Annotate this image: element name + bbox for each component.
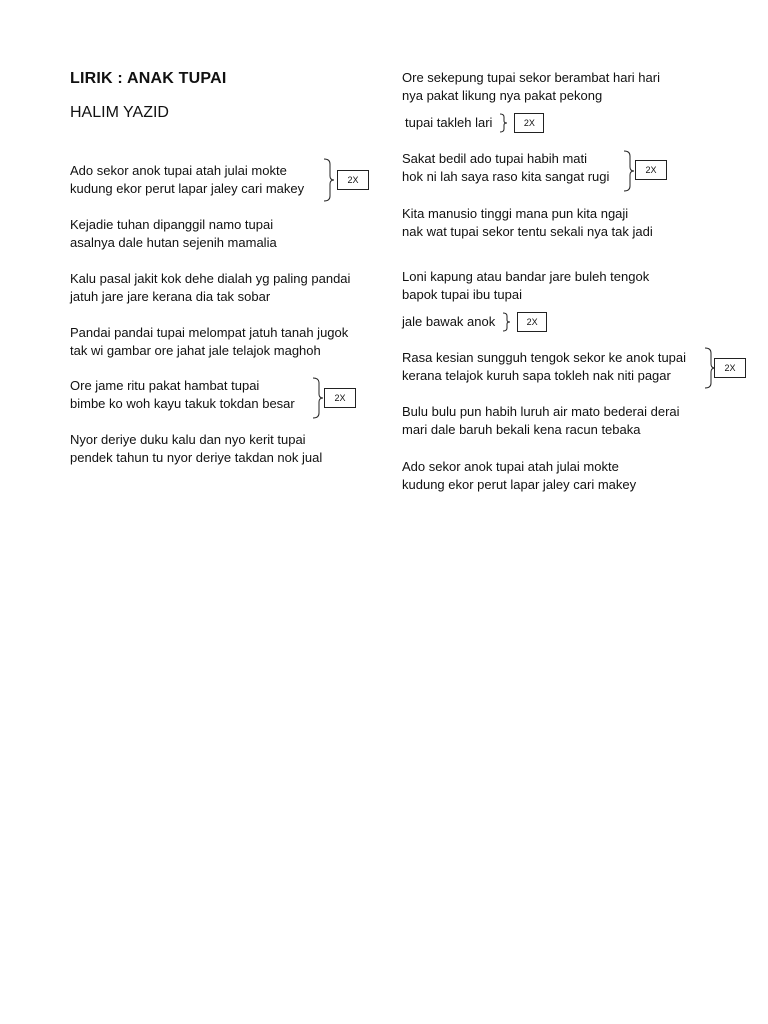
left-stanza-3 (70, 270, 350, 306)
lyric-line: Ado sekor anok tupai atah julai mokte (70, 163, 287, 178)
repeat-2x-badge: 2X (337, 170, 369, 190)
repeat-brace (322, 158, 334, 202)
right-stanza-1 (402, 69, 660, 105)
lyric-line: Loni kapung atau bandar jare buleh tengok (402, 269, 650, 284)
repeat-brace (622, 150, 634, 192)
artist-name: HALIM YAZID (70, 104, 169, 121)
right-stanza-4 (402, 268, 649, 304)
lyric-line: kerana telajok kuruh sapa tokleh nak niti pagar (402, 368, 671, 383)
lyric-line: kudung ekor perut lapar jaley cari makey (70, 181, 305, 196)
repeat-2x-badge: 2X (635, 160, 667, 180)
left-stanza-5 (70, 377, 295, 413)
right-stanza-6 (402, 403, 680, 439)
lyric-line: kudung ekor perut lapar jaley cari makey (402, 477, 637, 492)
lyric-line: bimbe ko woh kayu takuk tokdan besar (70, 396, 295, 411)
lyric-line: jatuh jare jare kerana dia tak sobar (70, 289, 271, 304)
lyric-line: mari dale baruh bekali kena racun tebaka (402, 422, 641, 437)
lyric-line: Ore sekepung tupai sekor berambat hari hari (402, 70, 660, 85)
lyric-line: Kejadie tuhan dipanggil namo tupai (70, 217, 274, 232)
left-stanza-4 (70, 324, 348, 360)
left-stanza-6 (70, 431, 322, 467)
lyric-line: Ado sekor anok tupai atah julai mokte (402, 459, 619, 474)
lyric-line: bapok tupai ibu tupai (402, 287, 522, 302)
lyric-line: tak wi gambar ore jahat jale telajok maghoh (70, 343, 321, 358)
lyric-line: tupai takleh lari (405, 115, 493, 130)
repeat-2x-badge: 2X (324, 388, 356, 408)
lyric-line: Ore jame ritu pakat hambat tupai (70, 378, 260, 393)
lyric-line: hok ni lah saya raso kita sangat rugi (402, 169, 610, 184)
repeat-brace (311, 377, 323, 419)
repeat-brace (502, 312, 512, 332)
lyric-line: Rasa kesian sungguh tengok sekor ke anok tupai (402, 350, 687, 365)
lyric-line: Pandai pandai tupai melompat jatuh tanah jugok (70, 325, 349, 340)
lyric-line: Kalu pasal jakit kok dehe dialah yg paling pandai (70, 271, 351, 286)
repeat-2x-badge: 2X (514, 113, 544, 133)
lyric-line: Kita manusio tinggi mana pun kita ngaji (402, 206, 629, 221)
lyric-line: jale bawak anok (402, 314, 496, 329)
lyric-line: pendek tahun tu nyor deriye takdan nok jual (70, 450, 323, 465)
song-title: LIRIK : ANAK TUPAI (70, 70, 227, 87)
right-stanza-2 (402, 150, 609, 186)
lyric-line: Nyor deriye duku kalu dan nyo kerit tupai (70, 432, 306, 447)
lyric-line: Sakat bedil ado tupai habih mati (402, 151, 588, 166)
repeat-brace (499, 113, 509, 133)
right-stanza-1-tail (405, 113, 544, 133)
lyric-line: Bulu bulu pun habih luruh air mato bederai derai (402, 404, 680, 419)
right-stanza-3 (402, 205, 653, 241)
lyric-line: asalnya dale hutan sejenih mamalia (70, 235, 277, 250)
right-stanza-7 (402, 458, 636, 494)
repeat-2x-badge: 2X (714, 358, 746, 378)
right-stanza-5 (402, 349, 686, 385)
left-stanza-1 (70, 162, 304, 198)
right-stanza-4-tail (402, 312, 547, 332)
left-stanza-2 (70, 216, 277, 252)
lyric-line: nak wat tupai sekor tentu sekali nya tak jadi (402, 224, 653, 239)
repeat-2x-badge: 2X (517, 312, 547, 332)
lyric-line: nya pakat likung nya pakat pekong (402, 88, 603, 103)
